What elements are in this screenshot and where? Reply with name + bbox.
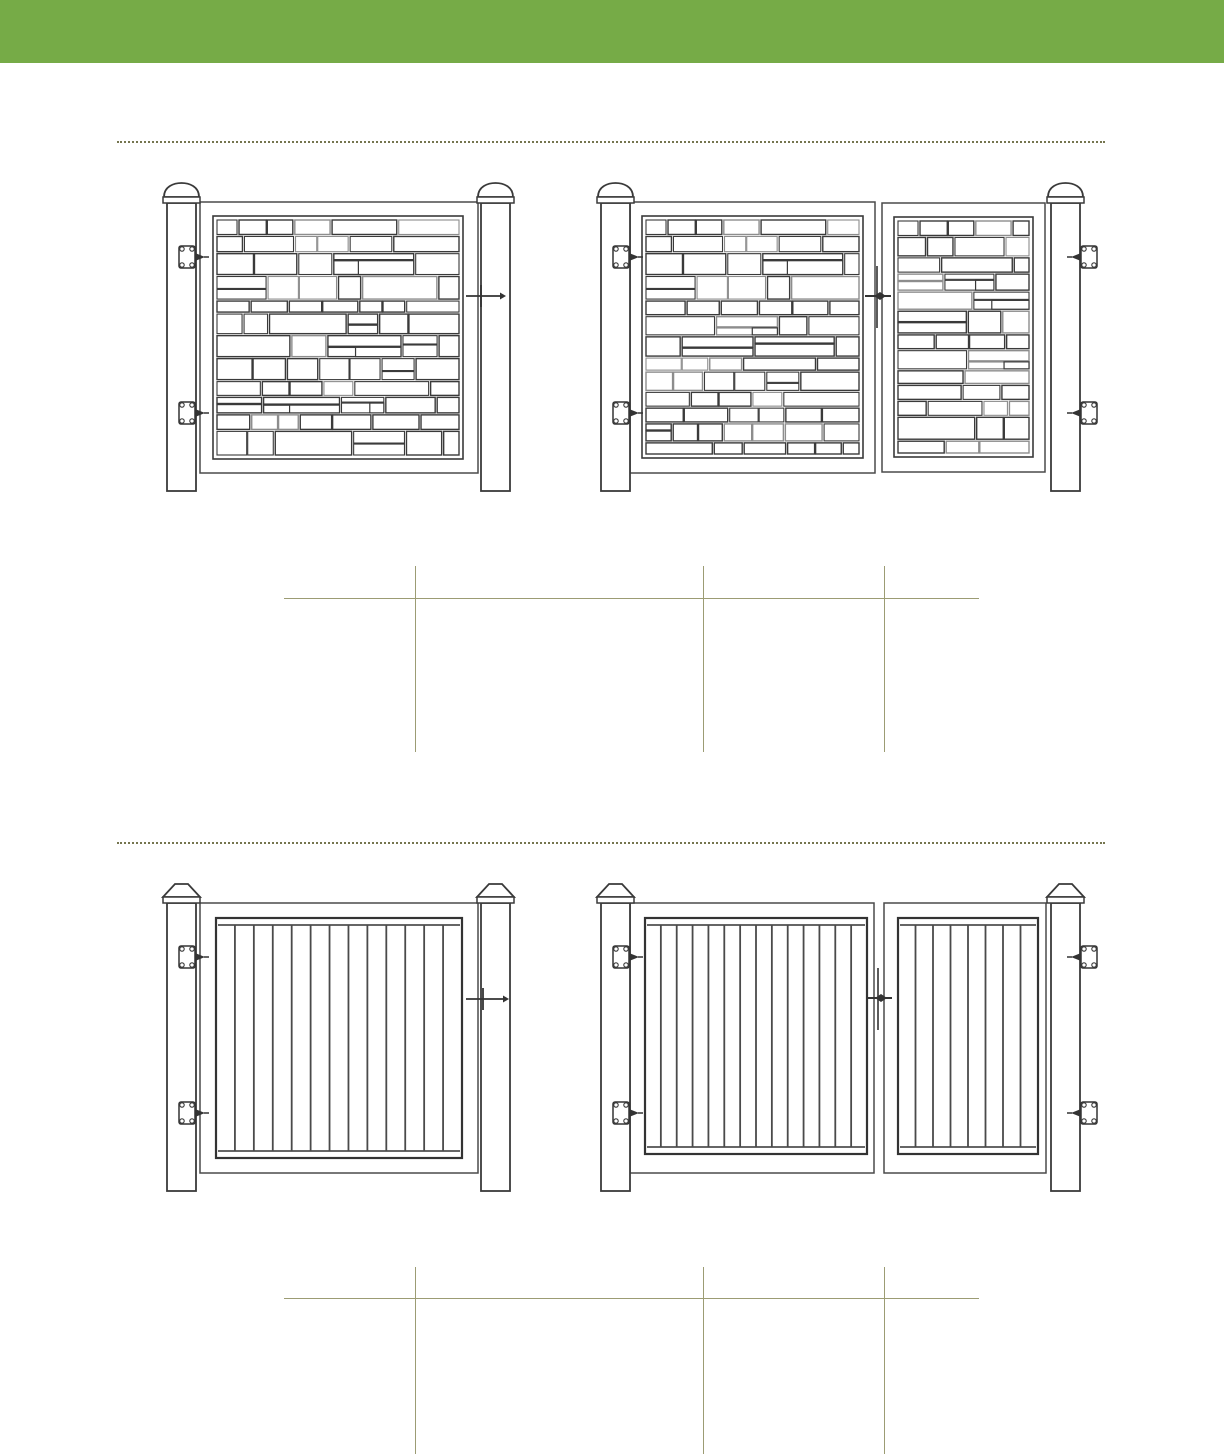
table-cell <box>703 599 884 752</box>
table-cell <box>703 1299 884 1454</box>
table-cell <box>884 566 979 599</box>
table-cell <box>415 566 703 599</box>
mosaic-double-gate-figure <box>597 183 1097 491</box>
table-cell <box>703 1267 884 1299</box>
table-cell <box>884 599 979 752</box>
table-cell <box>415 599 703 752</box>
post-cap <box>597 884 634 903</box>
table-cell <box>884 1267 979 1299</box>
table-cell <box>415 1299 703 1454</box>
board-single-gate-figure <box>163 884 514 1191</box>
table-cell <box>703 566 884 599</box>
post-cap <box>1047 183 1084 203</box>
post-cap <box>163 884 200 903</box>
post-cap <box>163 183 200 203</box>
post-cap <box>477 884 514 903</box>
gate-post <box>1051 903 1080 1191</box>
post-cap <box>597 183 634 203</box>
gate-panel <box>642 216 863 458</box>
board-double-gate-figure <box>597 884 1097 1191</box>
table-cell <box>884 1299 979 1454</box>
gate-panel <box>216 918 462 1158</box>
table-cell <box>284 1267 415 1299</box>
gate-post <box>481 203 510 491</box>
post-cap <box>477 183 514 203</box>
gate-post <box>1051 203 1080 491</box>
spec-table-1 <box>284 566 979 752</box>
gate-post <box>481 903 510 1191</box>
post-cap <box>1047 884 1084 903</box>
table-cell <box>284 1299 415 1454</box>
table-cell <box>284 566 415 599</box>
table-cell <box>415 1267 703 1299</box>
mosaic-single-gate-figure <box>163 183 514 491</box>
spec-table-2 <box>284 1267 979 1454</box>
gate-panel <box>898 918 1038 1154</box>
table-cell <box>284 599 415 752</box>
gate-panel <box>645 918 867 1154</box>
gate-panel <box>894 217 1033 457</box>
gate-panel <box>213 216 463 459</box>
